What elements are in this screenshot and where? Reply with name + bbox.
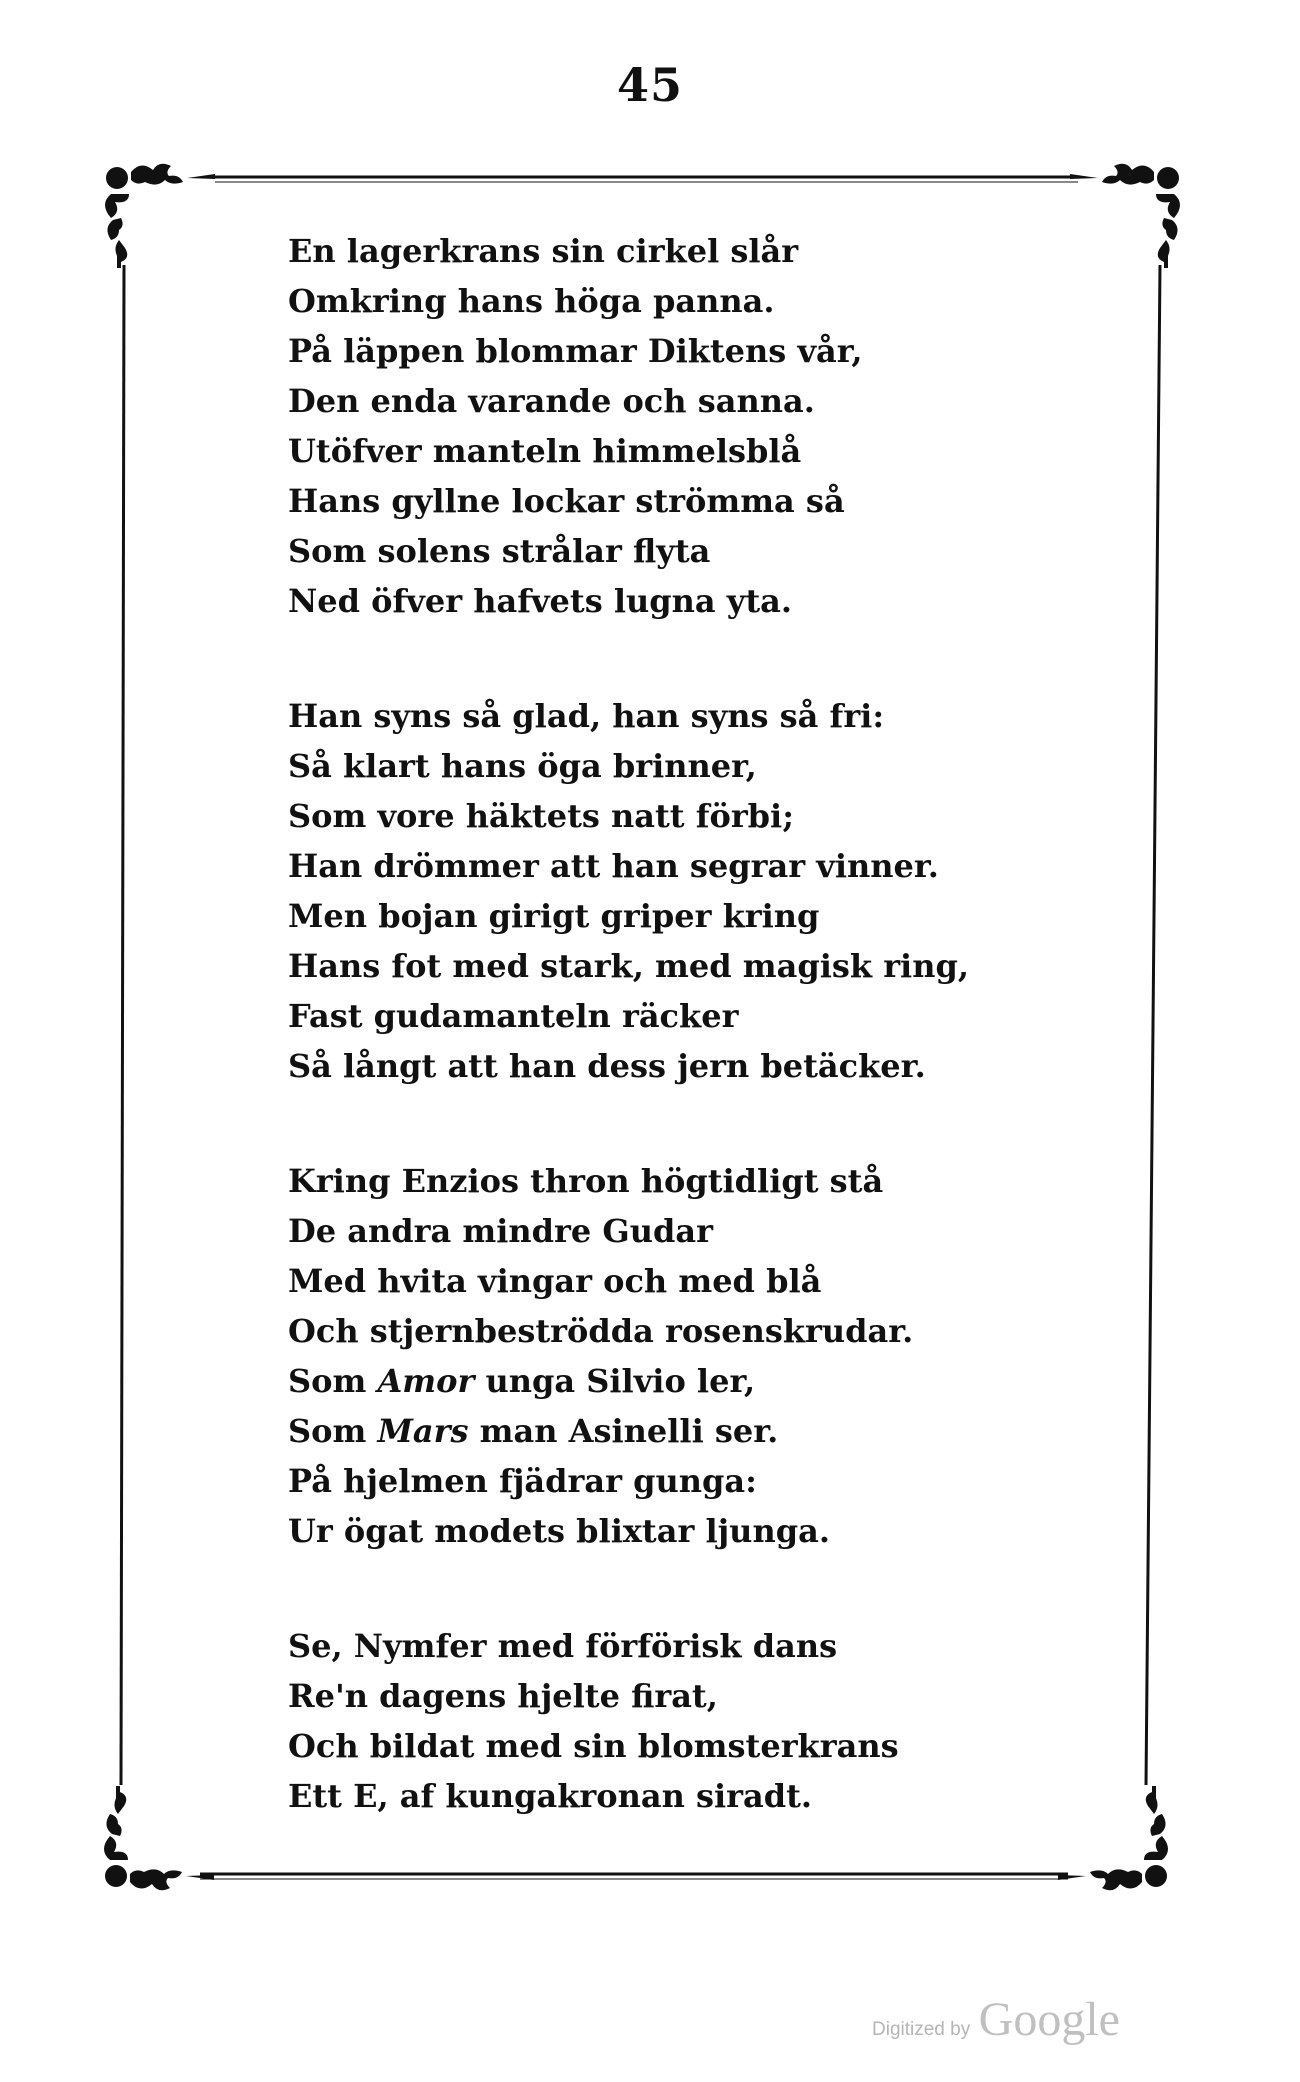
poem-line: Se, Nymfer med förförisk dans	[288, 1627, 838, 1665]
poem-line: På hjelmen fjädrar gunga:	[288, 1462, 757, 1500]
poem-line: En lagerkrans sin cirkel slår	[288, 232, 799, 270]
poem-line: Han drömmer att han segrar vinner.	[288, 847, 939, 885]
digitized-watermark	[872, 1992, 1120, 2047]
italic-name: Amor	[377, 1362, 475, 1400]
poem-line: Han syns så glad, han syns så fri:	[288, 697, 885, 735]
line-text: man Asinelli ser.	[468, 1412, 779, 1450]
poem-line: Men bojan girigt griper kring	[288, 897, 820, 935]
poem-line: På läppen blommar Diktens vår,	[288, 332, 863, 370]
poem-line: Hans gyllne lockar strömma så	[288, 482, 845, 520]
italic-name: Mars	[377, 1412, 469, 1450]
poem-line: Ett E, af kungakronan siradt.	[288, 1777, 813, 1815]
poem-line: Kring Enzios thron högtidligt stå	[288, 1162, 884, 1200]
poem-line: Hans fot med stark, med magisk ring,	[288, 947, 969, 985]
page-number: 45	[616, 58, 683, 112]
watermark-brand: Google	[978, 1993, 1120, 2046]
poem	[288, 226, 1148, 1886]
watermark-prefix: Digitized by	[872, 2019, 971, 2040]
poem-line: Ned öfver hafvets lugna yta.	[288, 582, 793, 620]
poem-line: De andra mindre Gudar	[288, 1212, 713, 1250]
line-text: Som	[288, 1412, 378, 1450]
poem-line: Och bildat med sin blomsterkrans	[288, 1727, 899, 1765]
poem-line: Utöfver manteln himmelsblå	[288, 432, 802, 470]
poem-line	[288, 1406, 1148, 1456]
stanza	[288, 1621, 1148, 1821]
poem-line: Som solens strålar flyta	[288, 532, 711, 570]
line-text: Som	[288, 1362, 378, 1400]
poem-line: Ur ögat modets blixtar ljunga.	[288, 1512, 830, 1550]
poem-line: Fast gudamanteln räcker	[288, 997, 739, 1035]
frame-left-rule	[121, 265, 124, 1785]
frame-right-rule	[1146, 265, 1160, 1785]
fleuron-corner-icon	[104, 1786, 214, 1890]
poem-line: Den enda varande och sanna.	[288, 382, 815, 420]
poem-line: Och stjernbeströdda rosenskrudar.	[288, 1312, 914, 1350]
poem-line: Som vore häktets natt förbi;	[288, 797, 795, 835]
stanza	[288, 1156, 1148, 1556]
poem-line	[288, 1356, 1148, 1406]
stanza	[288, 691, 1148, 1091]
poem-line: Så långt att han dess jern betäcker.	[288, 1047, 926, 1085]
line-text: unga Silvio ler,	[474, 1362, 756, 1400]
poem-line: Så klart hans öga brinner,	[288, 747, 757, 785]
fleuron-corner-icon	[105, 164, 215, 268]
stanza	[288, 226, 1148, 626]
poem-line: Med hvita vingar och med blå	[288, 1262, 822, 1300]
poem-line: Omkring hans höga panna.	[288, 282, 775, 320]
poem-line: Re'n dagens hjelte firat,	[288, 1677, 718, 1715]
